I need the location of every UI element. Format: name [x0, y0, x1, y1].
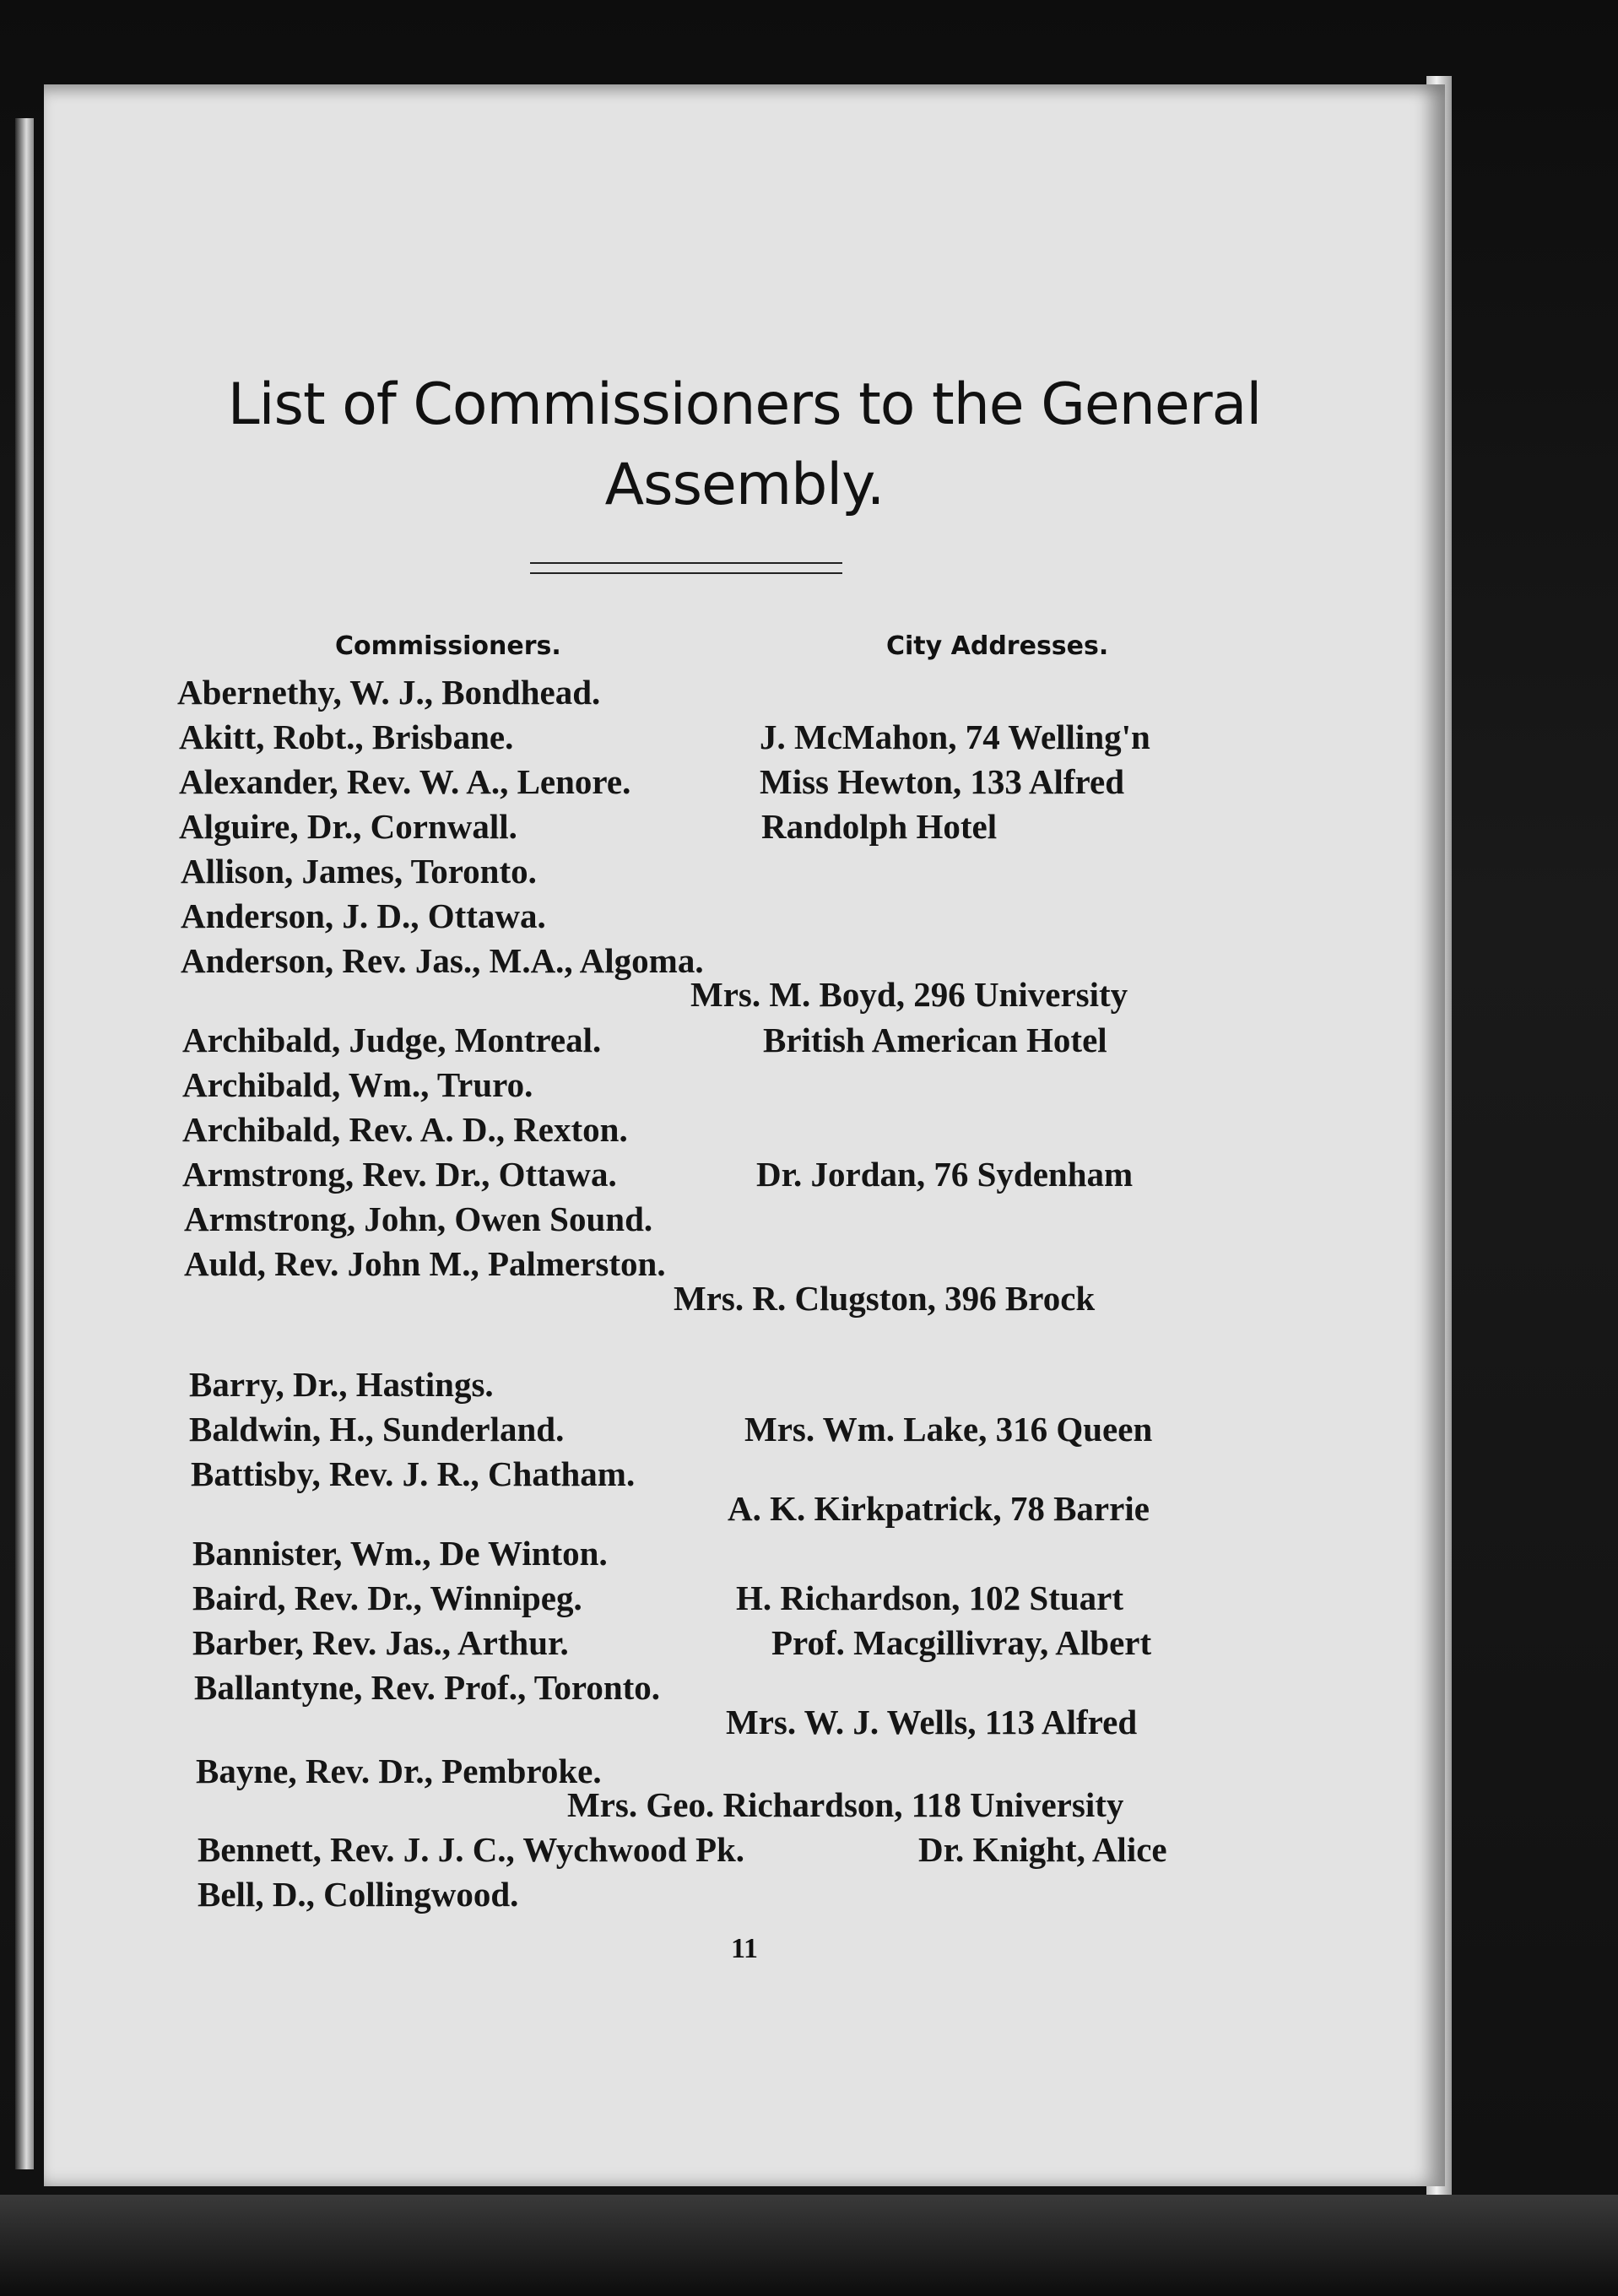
city-address: Dr. Knight, Alice — [918, 1830, 1167, 1869]
commissioner-name: Baird, Rev. Dr., Winnipeg. — [192, 1578, 582, 1617]
title-rule — [530, 572, 842, 574]
city-address: Randolph Hotel — [761, 807, 998, 846]
column-header-addresses: City Addresses. — [886, 631, 1109, 661]
commissioner-name: Archibald, Wm., Truro. — [182, 1065, 533, 1104]
commissioner-name: Bannister, Wm., De Winton. — [192, 1534, 608, 1573]
commissioner-name: Archibald, Rev. A. D., Rexton. — [182, 1110, 628, 1149]
commissioner-name: Bell, D., Collingwood. — [198, 1875, 519, 1914]
commissioner-name: Ballantyne, Rev. Prof., Toronto. — [194, 1668, 661, 1707]
page-number: 11 — [730, 1933, 759, 1964]
commissioner-name: Abernethy, W. J., Bondhead. — [177, 673, 601, 712]
commissioner-name: Alexander, Rev. W. A., Lenore. — [179, 762, 631, 801]
city-address: Mrs. Geo. Richardson, 118 University — [567, 1785, 1124, 1824]
commissioner-name: Archibald, Judge, Montreal. — [182, 1021, 602, 1059]
book-page — [44, 84, 1445, 2186]
city-address: Miss Hewton, 133 Alfred — [760, 762, 1125, 801]
column-header-commissioners: Commissioners. — [335, 631, 561, 661]
city-address: A. K. Kirkpatrick, 78 Barrie — [728, 1489, 1150, 1528]
commissioner-name: Auld, Rev. John M., Palmerston. — [184, 1244, 666, 1283]
city-address: Dr. Jordan, 76 Sydenham — [756, 1155, 1134, 1194]
page-title: List of Commissioners to the General — [227, 371, 1262, 438]
commissioner-name: Anderson, J. D., Ottawa. — [181, 896, 546, 935]
commissioner-name: Bennett, Rev. J. J. C., Wychwood Pk. — [198, 1830, 745, 1869]
commissioner-name: Barber, Rev. Jas., Arthur. — [192, 1623, 569, 1662]
commissioner-name: Allison, James, Toronto. — [181, 852, 537, 891]
book-bottom-edge — [0, 2195, 1618, 2296]
city-address: H. Richardson, 102 Stuart — [736, 1578, 1124, 1617]
city-address: British American Hotel — [763, 1021, 1107, 1059]
commissioner-name: Akitt, Robt., Brisbane. — [179, 718, 514, 756]
commissioner-name: Barry, Dr., Hastings. — [189, 1365, 494, 1404]
title-rule — [530, 562, 842, 564]
commissioner-name: Baldwin, H., Sunderland. — [189, 1410, 565, 1449]
commissioner-name: Alguire, Dr., Cornwall. — [179, 807, 517, 846]
city-address: Prof. Macgillivray, Albert — [771, 1623, 1152, 1662]
city-address: J. McMahon, 74 Welling'n — [760, 718, 1150, 756]
city-address: Mrs. M. Boyd, 296 University — [690, 975, 1128, 1014]
page-title-continued: Assembly. — [604, 452, 885, 518]
city-address: Mrs. R. Clugston, 396 Brock — [674, 1279, 1096, 1318]
book-spine-edge — [15, 118, 34, 2169]
commissioner-name: Bayne, Rev. Dr., Pembroke. — [196, 1752, 602, 1790]
city-address: Mrs. Wm. Lake, 316 Queen — [744, 1410, 1153, 1449]
commissioner-name: Anderson, Rev. Jas., M.A., Algoma. — [181, 941, 704, 980]
commissioner-name: Armstrong, Rev. Dr., Ottawa. — [182, 1155, 617, 1194]
commissioner-name: Battisby, Rev. J. R., Chatham. — [191, 1454, 636, 1493]
commissioner-name: Armstrong, John, Owen Sound. — [184, 1199, 653, 1238]
city-address: Mrs. W. J. Wells, 113 Alfred — [726, 1703, 1138, 1741]
